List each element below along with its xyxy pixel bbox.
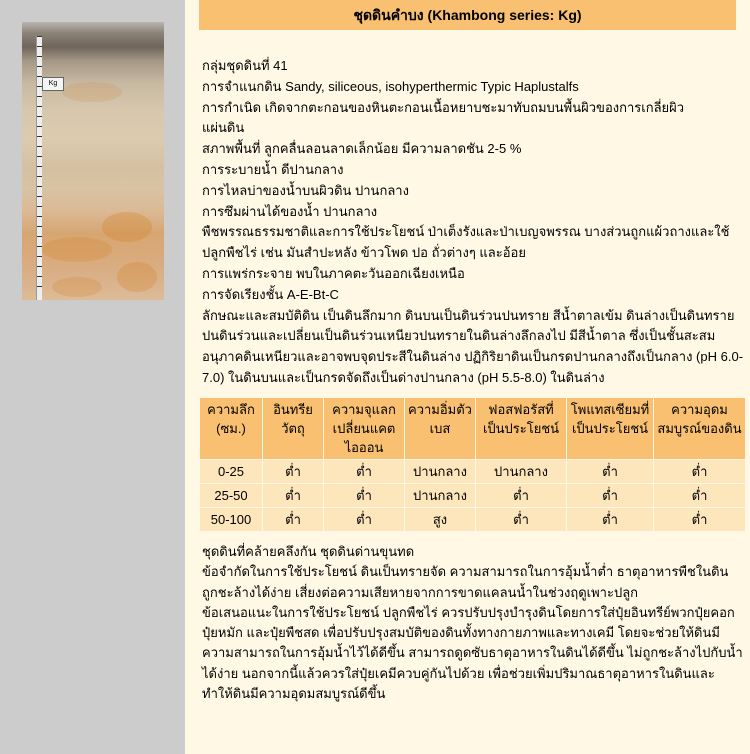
ruler-tick [37, 276, 42, 277]
ruler-tick [37, 146, 42, 147]
page-title: ชุดดินคำบง (Khambong series: Kg) [199, 0, 736, 30]
cell: สูง [405, 508, 476, 532]
col-base-saturation: ความอิ่มตัวเบส [405, 398, 476, 460]
main-panel [185, 0, 750, 754]
topography: สภาพพื้นที่ ลูกคลื่นลอนลาดเล็กน้อย มีความลาดชัน 2-5 % [202, 141, 522, 157]
ruler-tick [37, 66, 42, 67]
ruler-tick [37, 96, 42, 97]
soil-properties: ลักษณะและสมบัติดิน เป็นดินลึกมาก ดินบนเป็นดินร่วนปนทราย สีน้ำตาลเข้ม ดินล่างเป็นดินทรายปนดินร่วนและเปลี่ยนเป็นดินร่วนเหนียวปนทรายในดินล่างลึกลงไป มีสีน้ำตาล ซึ่งเป็นชั้นสะสมอนุภาคดินเหนียวและอาจพบจุดประสีในดินล่าง ปฏิกิริยาดินเป็นกรดปานกลางถึงเป็นกลาง (pH 6.0-7.0) ในดินบนและเป็นกรดจัดถึงเป็นด่างปานกลาง (pH 5.5-8.0) ในดินล่าง [202, 307, 744, 385]
ruler-tick [37, 106, 42, 107]
table-row [200, 460, 746, 484]
runoff: การไหลบ่าของน้ำบนผิวดิน ปานกลาง [202, 182, 409, 198]
cell: ต่ำ [476, 508, 567, 532]
origin-cont: แผ่นดิน [202, 120, 245, 136]
col-organic-matter: อินทรียวัตถุ [263, 398, 324, 460]
ruler-tick [37, 36, 42, 37]
ruler-tick [37, 56, 42, 57]
ruler-tick [37, 266, 42, 267]
ruler-tick [37, 246, 42, 247]
cell: ปานกลาง [476, 460, 567, 484]
ruler-tick [37, 116, 42, 117]
sidebar [0, 0, 185, 754]
ruler-tick [37, 196, 42, 197]
cell: ปานกลาง [405, 484, 476, 508]
ruler-tick [37, 226, 42, 227]
limitations: ข้อจำกัดในการใช้ประโยชน์ ดินเป็นทรายจัด ความสามารถในการอุ้มน้ำต่ำ ธาตุอาหารพืชในดินถูกชะล้างได้ง่าย เสี่ยงต่อความเสียหายจากการขาดแคลนน้ำในช่วงฤดูเพาะปลูก [202, 564, 729, 600]
ruler-tick [37, 256, 42, 257]
ruler-tick [37, 156, 42, 157]
ruler-tick [37, 176, 42, 177]
soil-group: กลุ่มชุดดินที่ 41 [202, 58, 288, 73]
cell: ต่ำ [324, 460, 405, 484]
cell: 25-50 [200, 484, 263, 508]
ruler-tick [37, 186, 42, 187]
soil-description [202, 56, 744, 389]
cell: ปานกลาง [405, 460, 476, 484]
cell: ต่ำ [567, 484, 654, 508]
cell: ต่ำ [324, 484, 405, 508]
cell: ต่ำ [263, 484, 324, 508]
fertility-table [199, 397, 746, 532]
cell: ต่ำ [476, 484, 567, 508]
cell: ต่ำ [567, 460, 654, 484]
drainage: การระบายน้ำ ดีปานกลาง [202, 161, 344, 177]
ruler-tick [37, 46, 42, 47]
recommendations: ข้อเสนอแนะในการใช้ประโยชน์ ปลูกพืชไร่ ควรปรับปรุงบำรุงดินโดยการใส่ปุ๋ยอินทรีย์พวกปุ๋ยคอก ปุ๋ยหมัก และปุ๋ยพืชสด เพื่อปรับปรุงสมบัติของดินทั้งทางกายภาพและทางเคมี โดยจะช่วยให้ดินมีความสามารถในการอุ้มน้ำไว้ได้ดีขึ้น สามารถดูดซับธาตุอาหารในดินได้ดีขึ้น ไม่ถูกชะล้างไปกับน้ำได้ง่าย นอกจากนี้แล้วควรใส่ปุ๋ยเคมีควบคู่กันไปด้วย เพื่อช่วยเพิ่มปริมาณธาตุอาหารในดินและทำให้ดินมีความอุดมสมบูรณ์ดีขึ้น [202, 604, 743, 702]
cell: ต่ำ [654, 484, 746, 508]
col-potassium: โพแทสเซียมที่เป็นประโยชน์ [567, 398, 654, 460]
cell: ต่ำ [263, 508, 324, 532]
ruler-tick [37, 136, 42, 137]
horizon-sequence: การจัดเรียงชั้น A-E-Bt-C [202, 286, 339, 302]
usage-notes [202, 542, 744, 704]
cell: ต่ำ [263, 460, 324, 484]
table-header-row [200, 398, 746, 460]
cell: 50-100 [200, 508, 263, 532]
col-phosphorus: ฟอสฟอรัสที่เป็นประโยชน์ [476, 398, 567, 460]
ruler-tick [37, 236, 42, 237]
cell: ต่ำ [324, 508, 405, 532]
distribution: การแพร่กระจาย พบในภาคตะวันออกเฉียงเหนือ [202, 265, 465, 281]
table-row [200, 484, 746, 508]
soil-profile-photo [22, 22, 164, 300]
ruler-tick [37, 126, 42, 127]
cell: ต่ำ [567, 508, 654, 532]
ruler-tick [37, 216, 42, 217]
classification: การจำแนกดิน Sandy, siliceous, isohyperthermic Typic Haplustalfs [202, 78, 579, 94]
origin: การกำเนิด เกิดจากตะกอนของหินตะกอนเนื้อหยาบชะมาทับถมบนพื้นผิวของการเกลี่ยผิว [202, 99, 685, 115]
permeability: การซึมผ่านได้ของน้ำ ปานกลาง [202, 203, 378, 219]
ruler-tick [37, 206, 42, 207]
ruler-tick [37, 286, 42, 287]
col-fertility: ความอุดมสมบูรณ์ของดิน [654, 398, 746, 460]
cell: 0-25 [200, 460, 263, 484]
ruler-tick [37, 166, 42, 167]
col-cec: ความจุแลกเปลี่ยนแคตไอออน [324, 398, 405, 460]
cell: ต่ำ [654, 508, 746, 532]
horizon-tag: Kg [42, 77, 64, 91]
col-depth: ความลึก (ซม.) [200, 398, 263, 460]
cell: ต่ำ [654, 460, 746, 484]
similar-series: ชุดดินที่คล้ายคลึงกัน ชุดดินด่านขุนทด [202, 544, 415, 559]
table-row [200, 508, 746, 532]
vegetation: พืชพรรณธรรมชาติและการใช้ประโยชน์ ป่าเต็งรังและป่าเบญจพรรณ บางส่วนถูกแผ้วถางและใช้ปลูกพืชไร่ เช่น มันสำปะหลัง ข้าวโพด ปอ ถั่วต่างๆ และอ้อย [202, 224, 730, 261]
measuring-ruler [36, 36, 42, 300]
